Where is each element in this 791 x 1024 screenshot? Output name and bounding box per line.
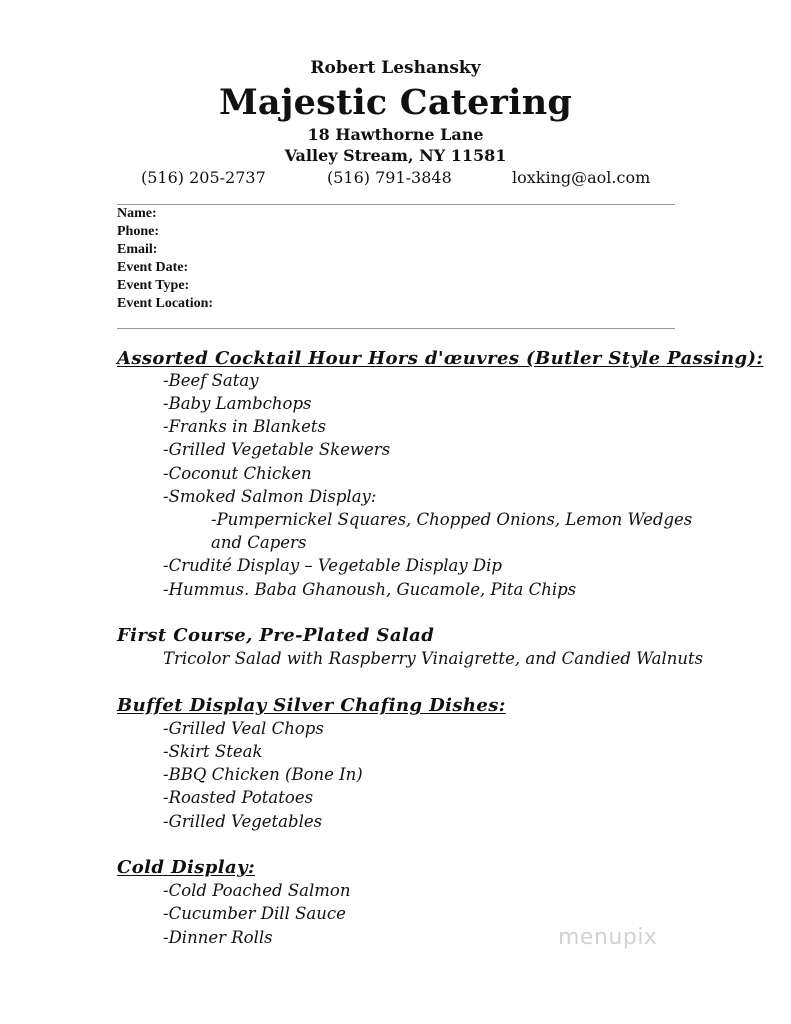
menu-item: -Coconut Chicken [163,464,312,483]
menu-item: -Hummus. Baba Ghanoush, Gucamole, Pita Chips [163,580,577,599]
menu-item: -Grilled Vegetable Skewers [163,440,391,459]
menu-item: -Cold Poached Salmon [163,881,351,900]
email-address: loxking@aol.com [512,168,651,187]
menu-item: -Beef Satay [163,371,259,390]
phone-1: (516) 205-2737 [141,168,266,187]
menu-sub-item: -Pumpernickel Squares, Chopped Onions, Lemon Wedges [211,510,693,529]
menu-item: -Cucumber Dill Sauce [163,904,346,923]
menu-item: -Dinner Rolls [163,928,273,947]
menu-item: -Crudité Display – Vegetable Display Dip [163,556,502,575]
menu-item: -Roasted Potatoes [163,788,314,807]
field-name: Name: [117,206,157,221]
menu-item: -Smoked Salmon Display: [163,487,377,506]
section-title-buffet: Buffet Display Silver Chafing Dishes: [117,695,506,716]
section-title-cold: Cold Display: [117,857,255,878]
owner-name: Robert Leshansky [310,58,481,78]
menu-item: -Baby Lambchops [163,394,312,413]
field-event-type: Event Type: [117,278,190,293]
menu-sub-item-continued: and Capers [211,533,307,552]
first-course-description: Tricolor Salad with Raspberry Vinaigrette, and Candied Walnuts [163,649,704,668]
divider-top [117,204,675,205]
field-email: Email: [117,242,158,257]
menu-item: -Franks in Blankets [163,417,326,436]
menu-item: -Grilled Veal Chops [163,719,324,738]
menu-item: -BBQ Chicken (Bone In) [163,765,363,784]
phone-2: (516) 791-3848 [327,168,452,187]
field-event-location: Event Location: [117,296,214,311]
section-title-cocktail: Assorted Cocktail Hour Hors d'œuvres (Butler Style Passing): [117,348,764,369]
field-event-date: Event Date: [117,260,189,275]
field-phone: Phone: [117,224,159,239]
menupix-watermark: menupix [558,925,658,950]
company-name: Majestic Catering [218,82,573,123]
menu-item: -Grilled Vegetables [163,812,323,831]
menu-item: -Skirt Steak [163,742,263,761]
divider-bottom [117,328,675,329]
address-line-2: Valley Stream, NY 11581 [284,146,507,165]
section-title-first-course: First Course, Pre-Plated Salad [117,625,435,646]
address-line-1: 18 Hawthorne Lane [307,125,484,144]
